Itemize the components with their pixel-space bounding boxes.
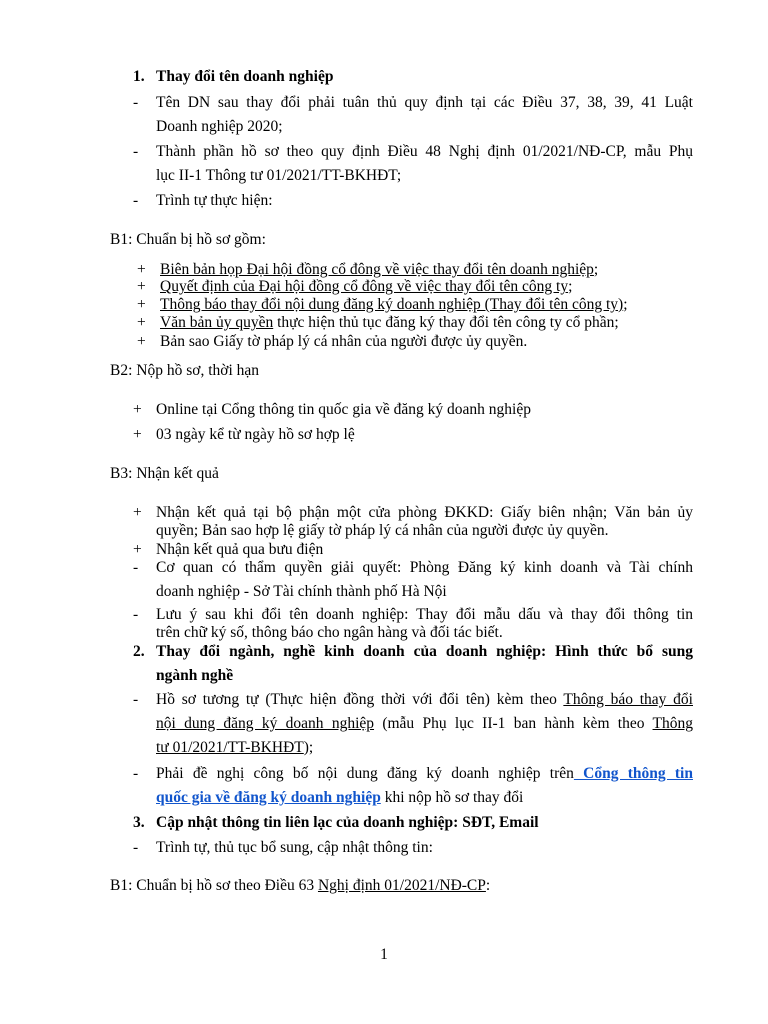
list-item: Bản sao Giấy tờ pháp lý cá nhân của người được ủy quyền. <box>160 333 528 350</box>
dash-marker: - <box>133 765 139 782</box>
section-1-number: 1. <box>133 68 145 85</box>
section-1-title: Thay đổi tên doanh nghiệp <box>156 68 334 85</box>
plus-marker: + <box>133 541 142 558</box>
bullet-dossier: Thành phần hồ sơ theo quy định Điều 48 Nghị định 01/2021/NĐ-CP, mẫu Phụ lục II-1 Thông tư 01/2021/TT-BKHĐT; <box>156 143 693 184</box>
plus-marker: + <box>133 401 142 418</box>
list-item: Nhận kết quả tại bộ phận một cửa phòng ĐKKD: Giấy biên nhận; Văn bản ủy quyền; Bản sao hợp lệ giấy tờ pháp lý cá nhân của người được ủy quyền. <box>156 504 693 539</box>
procedure-item: Trình tự, thủ tục bổ sung, cập nhật thông tin: <box>156 839 433 856</box>
bullet-procedure: Trình tự thực hiện: <box>156 192 273 209</box>
publication-item: Phải đề nghị công bố nội dung đăng ký doanh nghiệp trên Cổng thông tin quốc gia về đăng ký doanh nghiệp khi nộp hồ sơ thay đổi <box>156 765 693 806</box>
step-3-label: B3: Nhận kết quả <box>110 465 219 482</box>
step-1-dossier-label: B1: Chuẩn bị hồ sơ theo Điều 63 Nghị định 01/2021/NĐ-CP: <box>110 877 491 894</box>
dash-marker: - <box>133 94 139 111</box>
dash-marker: - <box>133 192 139 209</box>
dash-marker: - <box>133 143 139 160</box>
list-item: Online tại Cổng thông tin quốc gia về đăng ký doanh nghiệp <box>156 401 531 418</box>
step-2-label: B2: Nộp hồ sơ, thời hạn <box>110 362 260 379</box>
section-3-number: 3. <box>133 814 145 831</box>
plus-marker: + <box>133 504 142 521</box>
list-item: 03 ngày kể từ ngày hồ sơ hợp lệ <box>156 426 355 443</box>
section-2-number: 2. <box>133 643 145 660</box>
dash-marker: - <box>133 839 139 856</box>
list-item: Biên bản họp Đại hội đồng cổ đông về việc thay đổi tên doanh nghiệp; <box>160 261 599 278</box>
dash-marker: - <box>133 606 139 623</box>
portal-link[interactable]: Cổng thông tin <box>573 765 693 782</box>
plus-marker: + <box>137 261 146 278</box>
list-item: Nhận kết quả qua bưu điện <box>156 541 324 558</box>
dash-marker: - <box>133 559 139 576</box>
authority-item: Cơ quan có thẩm quyền giải quyết: Phòng Đăng ký kinh doanh và Tài chính doanh nghiệp - Sở Tài chính thành phố Hà Nội <box>156 559 693 600</box>
step-1-label: B1: Chuẩn bị hồ sơ gồm: <box>110 231 266 248</box>
page-number: 1 <box>380 946 388 963</box>
section-3-title: Cập nhật thông tin liên lạc của doanh nghiệp: SĐT, Email <box>156 814 539 831</box>
portal-link[interactable]: quốc gia về đăng ký doanh nghiệp <box>156 789 381 806</box>
plus-marker: + <box>137 314 146 331</box>
list-item: Thông báo thay đổi nội dung đăng ký doanh nghiệp (Thay đổi tên công ty); <box>160 296 628 313</box>
bullet-name-rules: Tên DN sau thay đổi phải tuân thủ quy định tại các Điều 37, 38, 39, 41 Luật Doanh nghiệp 2020; <box>156 94 693 135</box>
note-item: Lưu ý sau khi đổi tên doanh nghiệp: Thay đổi mẫu dấu và thay đổi thông tin trên chữ ký số, thông báo cho ngân hàng và đối tác biết. <box>156 606 693 641</box>
plus-marker: + <box>133 426 142 443</box>
list-item: Văn bản ủy quyền thực hiện thủ tục đăng ký thay đổi tên công ty cổ phần; <box>160 314 619 331</box>
plus-marker: + <box>137 296 146 313</box>
dash-marker: - <box>133 691 139 708</box>
dossier-similar-item: Hồ sơ tương tự (Thực hiện đồng thời với đổi tên) kèm theo Thông báo thay đổi nội dung đăng ký doanh nghiệp (mẫu Phụ lục II-1 ban hành kèm theo Thông tư 01/2021/TT-BKHĐT); <box>156 691 693 756</box>
plus-marker: + <box>137 333 146 350</box>
section-2-title: Thay đổi ngành, nghề kinh doanh của doanh nghiệp: Hình thức bổ sung ngành nghề <box>156 643 693 684</box>
list-item: Quyết định của Đại hội đồng cổ đông về việc thay đổi tên công ty; <box>160 278 573 295</box>
plus-marker: + <box>137 278 146 295</box>
